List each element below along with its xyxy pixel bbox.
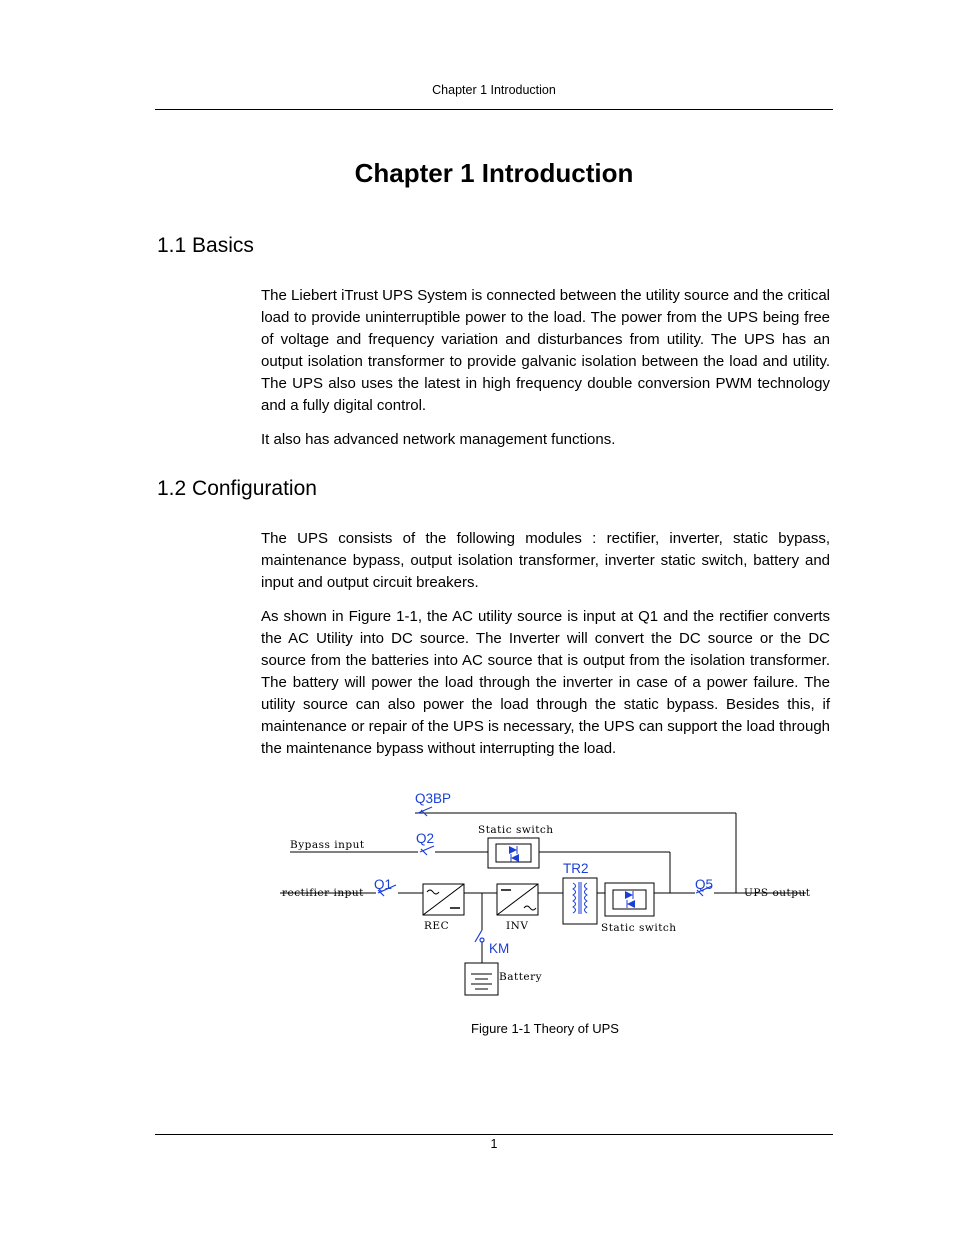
- q3bp-label: Q3BP: [415, 791, 452, 806]
- km-contactor: [475, 930, 484, 942]
- q3bp-breaker: [418, 807, 432, 816]
- figure-caption: Figure 1-1 Theory of UPS: [471, 1021, 619, 1036]
- chapter-title: Chapter 1 Introduction: [354, 158, 634, 188]
- page-number: 1: [490, 1137, 498, 1151]
- battery-label: Battery: [499, 971, 543, 983]
- paragraph-configuration-1: The UPS consists of the following modules : rectifier, inverter, static bypass, maintenance bypass, output isolation transformer, inverter static switch, battery and input and output circuit breakers.: [261, 530, 830, 591]
- bypass-static-switch: [488, 838, 539, 868]
- q1-label: Q1: [374, 877, 393, 892]
- header-rule: [155, 109, 833, 110]
- rectifier-block: [423, 884, 464, 915]
- q2-label: Q2: [416, 831, 435, 846]
- isolation-transformer: [563, 878, 597, 924]
- static-switch-top-label: Static switch: [478, 824, 554, 836]
- q5-label: Q5: [695, 877, 714, 892]
- rec-label: REC: [424, 920, 450, 932]
- tr2-label: TR2: [563, 861, 589, 876]
- rectifier-input-label: rectifier input: [282, 887, 364, 899]
- paragraph-configuration-2: As shown in Figure 1-1, the AC utility source is input at Q1 and the rectifier converts the AC Utility into DC source. The Inverter will convert the DC source or the DC source from the batteries into AC source that is output from the isolation transformer. The battery will power the load through the inverter in case of a power failure. The utility source can also power the load through the static bypass. Besides this, if maintenance or repair of the UPS is necessary, the UPS can support the load through the maintenance bypass without interrupting the load.: [261, 608, 830, 757]
- inv-label: INV: [506, 920, 529, 932]
- inverter-block: [497, 884, 538, 915]
- ups-schematic: [270, 782, 830, 1012]
- bypass-input-label: Bypass input: [290, 839, 365, 851]
- inverter-static-switch: [605, 883, 654, 916]
- running-header: Chapter 1 Introduction: [432, 83, 556, 97]
- paragraph-basics-2: It also has advanced network management functions.: [261, 431, 616, 448]
- km-label: KM: [489, 941, 510, 956]
- battery-block: [465, 963, 498, 995]
- paragraph-basics-1: The Liebert iTrust UPS System is connected between the utility source and the critical load to provide uninterruptible power to the load. The power from the UPS being free of voltage and frequency variation and disturbances from utility. The UPS has an output isolation transformer to provide galvanic isolation between the load and utility. The UPS also uses the latest in high frequency double conversion PWM technology and a fully digital control.: [261, 287, 830, 414]
- static-switch-bottom-label: Static switch: [601, 922, 677, 934]
- q2-breaker: [420, 846, 434, 855]
- section-heading-configuration: 1.2 Configuration: [157, 477, 317, 500]
- section-heading-basics: 1.1 Basics: [157, 234, 254, 257]
- ups-theory-diagram: [270, 782, 830, 1012]
- ups-output-label: UPS output: [744, 887, 811, 899]
- footer-rule: [155, 1134, 833, 1135]
